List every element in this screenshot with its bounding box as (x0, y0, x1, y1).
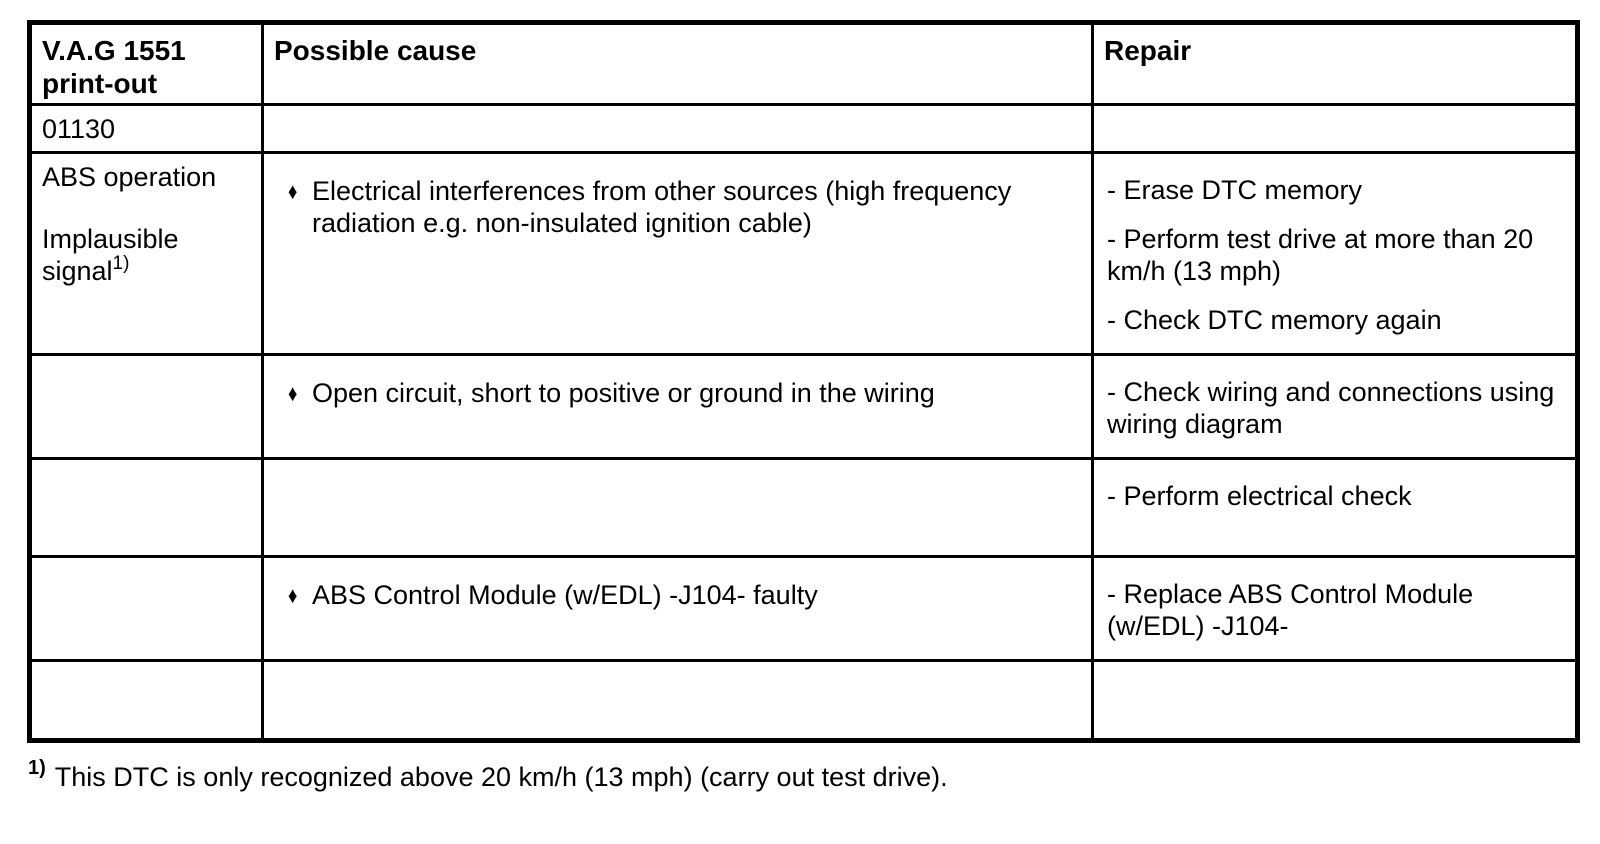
fault-description: Implausible signal$^{1)}$ (42, 224, 179, 286)
empty-cell (30, 557, 263, 661)
fault-row-control-module (30, 557, 1578, 661)
header-repair: Repair (1093, 23, 1578, 105)
dtc-table (27, 20, 1580, 743)
cause-wiring-cell (263, 355, 1093, 459)
cause-text: Open circuit, short to positive or ground in the wiring (312, 378, 935, 408)
dtc-code-row (30, 105, 1578, 153)
diamond-bullet-icon: ♦ (288, 582, 298, 608)
repair-control-module-cell (1093, 557, 1578, 661)
cause-item (288, 377, 1077, 409)
empty-cell (1093, 105, 1578, 153)
footnote-marker: 1) (28, 757, 46, 779)
repair-step: - Replace ABS Control Module (w/EDL) -J104- (1107, 579, 1474, 641)
dtc-code-cell: 01130 (30, 105, 263, 153)
footnote-reference: 1) (112, 253, 130, 274)
cause-abs-cell (263, 153, 1093, 355)
repair-step: - Perform test drive at more than 20 km/h (13 mph) (1107, 224, 1534, 286)
repair-wiring-cell (1093, 355, 1578, 459)
diamond-bullet-icon: ♦ (288, 380, 298, 406)
empty-cell (30, 459, 263, 557)
cause-item (288, 175, 1077, 239)
diamond-bullet-icon: ♦ (288, 178, 298, 204)
fault-row-wiring (30, 355, 1578, 459)
printout-abs-cell (30, 153, 263, 355)
cause-item (288, 579, 1077, 611)
empty-cell (263, 459, 1093, 557)
table-header-row (30, 23, 1578, 105)
empty-cell (30, 661, 263, 741)
footnote (28, 752, 948, 793)
fault-row-electrical-check (30, 459, 1578, 557)
cause-control-module-cell (263, 557, 1093, 661)
footnote-text: This DTC is only recognized above 20 km/h (13 mph) (carry out test drive). (54, 762, 948, 792)
repair-step: - Check wiring and connections using wiring diagram (1107, 377, 1555, 439)
cause-text: ABS Control Module (w/EDL) -J104- faulty (312, 580, 818, 610)
repair-step: - Perform electrical check (1107, 481, 1412, 511)
repair-abs-cell (1093, 153, 1578, 355)
empty-cell (263, 661, 1093, 741)
repair-electrical-check-cell (1093, 459, 1578, 557)
repair-step: - Check DTC memory again (1107, 305, 1442, 335)
header-printout: V.A.G 1551 print-out (30, 23, 263, 105)
repair-step: - Erase DTC memory (1107, 175, 1363, 205)
empty-row (30, 661, 1578, 741)
header-possible-cause: Possible cause (263, 23, 1093, 105)
empty-cell (263, 105, 1093, 153)
fault-condition: ABS operation (42, 162, 217, 192)
empty-cell (30, 355, 263, 459)
cause-text: Electrical interferences from other sources (high frequency radiation e.g. non-insulated ignition cable) (312, 176, 1012, 238)
empty-cell (1093, 661, 1578, 741)
fault-row-abs (30, 153, 1578, 355)
